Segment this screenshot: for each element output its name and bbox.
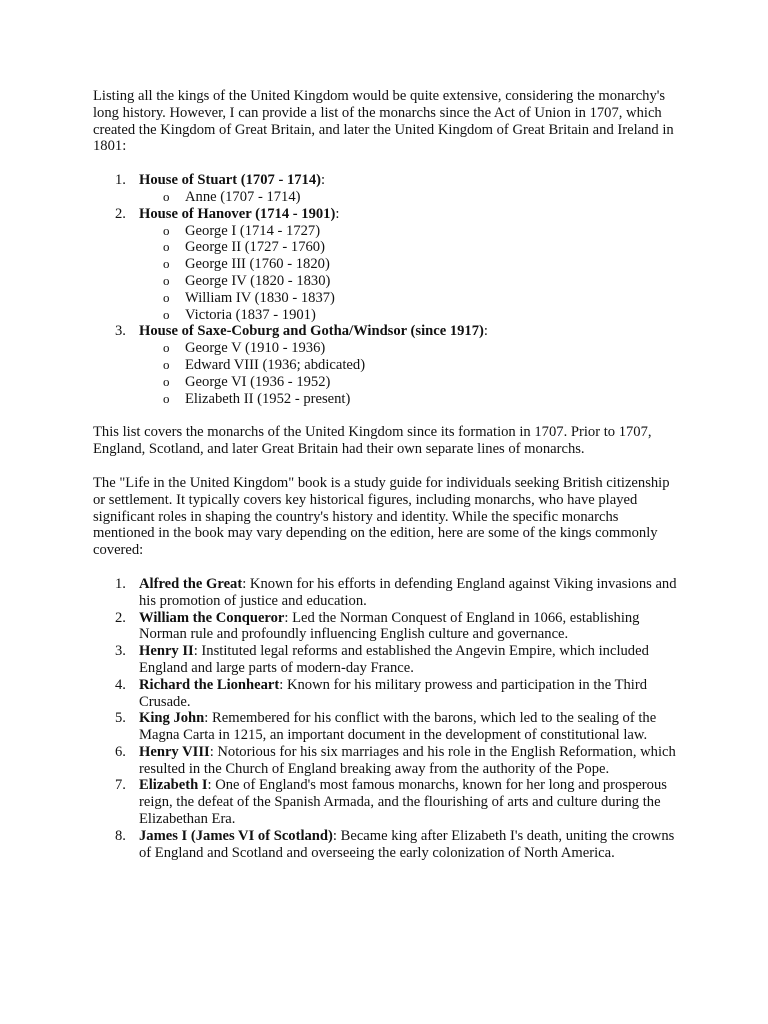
bullet-glyph: o [163,340,170,356]
monarch-list [139,189,683,206]
king-item [93,610,683,644]
houses-list [93,172,683,407]
king-description: : Led the Norman Conquest of England in 1066, establishing Norman rule and profoundly influencing English culture and governance. [139,609,640,643]
document-body [93,88,683,861]
house-name: House of Hanover (1714 - 1901) [139,205,336,222]
king-name: Elizabeth I [139,777,208,794]
monarch-item: o George I (1714 - 1727) [163,222,321,239]
house-item: 2. House of Hanover (1714 - 1901): o George I (1714 - 1727) o George II (1727 - 1760) o George III (1760 - 1820) o George IV (1820 - 1830) o William IV (1830 - 1837) o Victoria (1837 - 1901) [93,206,683,324]
king-item [93,744,683,778]
list-number: 3. [115,643,126,660]
king-name: King John [139,710,205,727]
monarch-item: o Edward VIII (1936; abdicated) [163,356,366,373]
king-item [93,777,683,827]
king-description: : Remembered for his conflict with the barons, which led to the sealing of the Magna Carta in 1215, an important document in the development of constitutional law. [139,710,657,744]
king-name: James I (James VI of Scotland) [139,827,333,844]
list-number: 5. [115,710,126,727]
list-number: 1. [115,575,126,592]
bullet-glyph: o [163,272,170,288]
monarch-item: o George VI (1936 - 1952) [163,373,331,390]
kings-list [93,576,683,862]
list-number: 4. [115,676,126,693]
bullet-glyph: o [163,222,170,238]
monarch-item: o Anne (1707 - 1714) [163,188,301,205]
house-name: House of Stuart (1707 - 1714) [139,172,322,189]
king-item [93,710,683,744]
king-item [93,576,683,610]
house-item: 1. House of Stuart (1707 - 1714): o Anne (1707 - 1714) [93,172,683,206]
list-number: 2. [115,609,126,626]
king-name: William the Conqueror [139,609,285,626]
bullet-glyph: o [163,390,170,406]
list-number: 7. [115,777,126,794]
monarch-item: o George II (1727 - 1760) [163,239,325,256]
king-name: Henry VIII [139,743,210,760]
bullet-glyph: o [163,356,170,372]
house-item: 3. House of Saxe-Coburg and Gotha/Windsor (since 1917): o George V (1910 - 1936) o Edward VIII (1936; abdicated) o George VI (1936 - 1952) o Elizabeth II (1952 - present) [93,323,683,407]
bullet-glyph: o [163,306,170,322]
monarch-list [139,223,683,324]
king-description: : Instituted legal reforms and established the Angevin Empire, which included England and large parts of modern-day France. [139,643,649,676]
monarch-list [139,340,683,407]
house-name: House of Saxe-Coburg and Gotha/Windsor (since 1917) [139,323,484,340]
king-description: : Known for his efforts in defending England against Viking invasions and his promotion of justice and education. [139,575,677,609]
bullet-glyph: o [163,256,170,272]
monarch-item: o William IV (1830 - 1837) [163,289,335,306]
list-number: 6. [115,743,126,760]
bullet-glyph: o [163,373,170,389]
king-item [93,828,683,862]
monarch-item: o George IV (1820 - 1830) [163,272,331,289]
list-number: 8. [115,827,126,844]
list-number: 1. [115,172,126,189]
summary-paragraph: This list covers the monarchs of the United Kingdom since its formation in 1707. Prior to 1707, England, Scotland, and later Great Britain had their own separate lines of monarchs. [93,424,652,458]
king-description: : Became king after Elizabeth I's death, uniting the crowns of England and Scotland and overseeing the early colonization of North America. [139,827,675,861]
monarch-item: o Victoria (1837 - 1901) [163,306,316,323]
king-name: Alfred the Great [139,575,243,592]
king-description: : Known for his military prowess and participation in the Third Crusade. [139,676,648,710]
monarch-item: o George III (1760 - 1820) [163,256,330,273]
list-number: 2. [115,205,126,222]
bullet-glyph: o [163,239,170,255]
list-number: 3. [115,323,126,340]
monarch-item: o George V (1910 - 1936) [163,340,326,357]
king-description: : Notorious for his six marriages and his role in the English Reformation, which resulted in the Church of England breaking away from the authority of the Pope. [139,743,676,777]
intro-paragraph: Listing all the kings of the United Kingdom would be quite extensive, considering the monarchy's long history. However, I can provide a list of the monarchs since the Act of Union in 1707, which created the Kingdom of Great Britain, and later the United Kingdom of Great Britain and Ireland in 1801: [93,88,674,155]
monarch-item: o Elizabeth II (1952 - present) [163,390,351,407]
king-item [93,643,683,677]
king-name: Richard the Lionheart [139,676,280,693]
king-description: : One of England's most famous monarchs, known for her long and prosperous reign, the defeat of the Spanish Armada, and the flourishing of arts and culture during the Elizabethan Era. [139,777,667,828]
book-intro-paragraph: The "Life in the United Kingdom" book is a study guide for individuals seeking British citizenship or settlement. It typically covers key historical figures, including monarchs, who have played significant roles in shaping the country's history and identity. While the specific monarchs mentioned in the book may vary depending on the edition, here are some of the kings commonly covered: [93,474,670,559]
king-item [93,677,683,711]
bullet-glyph: o [163,188,170,204]
king-name: Henry II [139,643,194,660]
bullet-glyph: o [163,289,170,305]
